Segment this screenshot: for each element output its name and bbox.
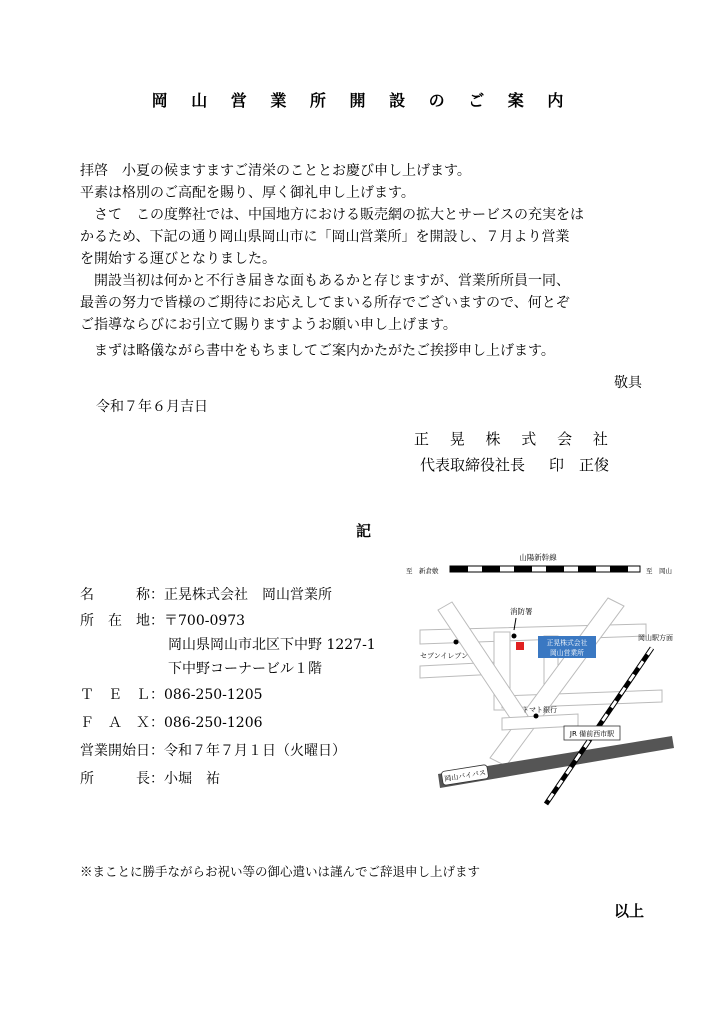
closing-keigu: 敬具	[614, 375, 642, 391]
sender-company: 正 晃 株 式 会 社	[414, 430, 616, 448]
detail-tel	[80, 684, 263, 704]
detail-value: 〒700-0973	[164, 613, 246, 629]
sender-title: 代表取締役社長	[420, 456, 526, 474]
map-label-okayama-station: 岡山駅方面	[638, 634, 673, 642]
map-label-office-2: 岡山営業所	[550, 649, 584, 657]
seven-eleven-marker	[454, 640, 459, 645]
detail-value: 086-250-1205	[164, 687, 263, 703]
sender-representative	[420, 454, 609, 475]
map-label-bypass: 岡山バイパス	[443, 768, 487, 784]
ki-heading: 記	[356, 522, 372, 540]
detail-label: 所 長：	[80, 771, 164, 787]
detail-manager	[80, 768, 220, 788]
map-label-to-shinkurashiki: 至 新倉敷	[406, 567, 439, 575]
body-line: ご指導ならびにお引立て賜りますようお願い申し上げます。	[80, 317, 457, 333]
detail-open-date	[80, 740, 346, 760]
detail-label: 営業開始日：	[80, 743, 164, 759]
body-line: 最善の努力で皆様のご期待にお応えしてまいる所存でございますので、何とぞ	[80, 295, 570, 311]
map-label-seven-eleven: セブンイレブン	[420, 652, 469, 660]
detail-label: Ｔ Ｅ Ｌ：	[80, 687, 164, 703]
map-label-tomato-bank: トマト銀行	[522, 706, 557, 714]
detail-address	[80, 610, 245, 630]
fire-station-marker	[512, 634, 517, 639]
detail-address-line2: 岡山県岡山市北区下中野 1227-1	[168, 637, 376, 653]
detail-name	[80, 584, 332, 604]
map-label-fire-station: 消防署	[510, 607, 533, 616]
body-line: を開始する運びとなりました。	[80, 251, 276, 267]
detail-fax	[80, 712, 263, 732]
detail-address-line3: 下中野コーナービル１階	[168, 661, 322, 677]
body-line: 拝啓 小夏の候ますますご清栄のこととお慶び申し上げます。	[80, 163, 471, 179]
office-marker	[516, 642, 524, 650]
body-line: 平素は格別のご高配を賜り、厚く御礼申し上げます。	[80, 185, 415, 201]
detail-value: 086-250-1206	[164, 715, 263, 731]
detail-value: 小堀 祐	[164, 771, 220, 787]
detail-value: 令和７年７月１日（火曜日）	[164, 743, 346, 759]
detail-label: 所 在 地：	[80, 613, 164, 629]
detail-value: 正晃株式会社 岡山営業所	[164, 587, 332, 603]
sender-name: 印 正俊	[549, 456, 610, 474]
map-label-office-1: 正晃株式会社	[546, 639, 588, 647]
detail-label: Ｆ Ａ Ｘ：	[80, 715, 164, 731]
map-roads	[420, 598, 662, 766]
body-line: かるため、下記の通り岡山県岡山市に「岡山営業所」を開設し、７月より営業	[80, 229, 570, 245]
document-title: 岡 山 営 業 所 開 設 の ご 案 内	[151, 91, 573, 110]
map-label-jr-station: JR 備前西市駅	[569, 730, 615, 738]
access-map	[398, 546, 682, 814]
footnote: ※まことに勝手ながらお祝い等の御心遣いは謹んでご辞退申し上げます	[80, 864, 481, 879]
closing-ijo: 以上	[613, 902, 644, 920]
issue-date: 令和７年６月吉日	[96, 399, 208, 415]
map-label-shinkansen: 山陽新幹線	[519, 553, 557, 562]
body-line: さて この度弊社では、中国地方における販売網の拡大とサービスの充実をは	[80, 207, 584, 223]
map-label-to-okayama: 至 岡山	[646, 567, 672, 575]
body-line: まずは略儀ながら書中をもちましてご案内かたがたご挨拶申し上げます。	[80, 343, 555, 359]
tomato-bank-marker	[534, 714, 539, 719]
detail-label: 名 称：	[80, 587, 164, 603]
body-line: 開設当初は何かと不行き届きな面もあるかと存じますが、営業所所員一同、	[80, 273, 570, 289]
